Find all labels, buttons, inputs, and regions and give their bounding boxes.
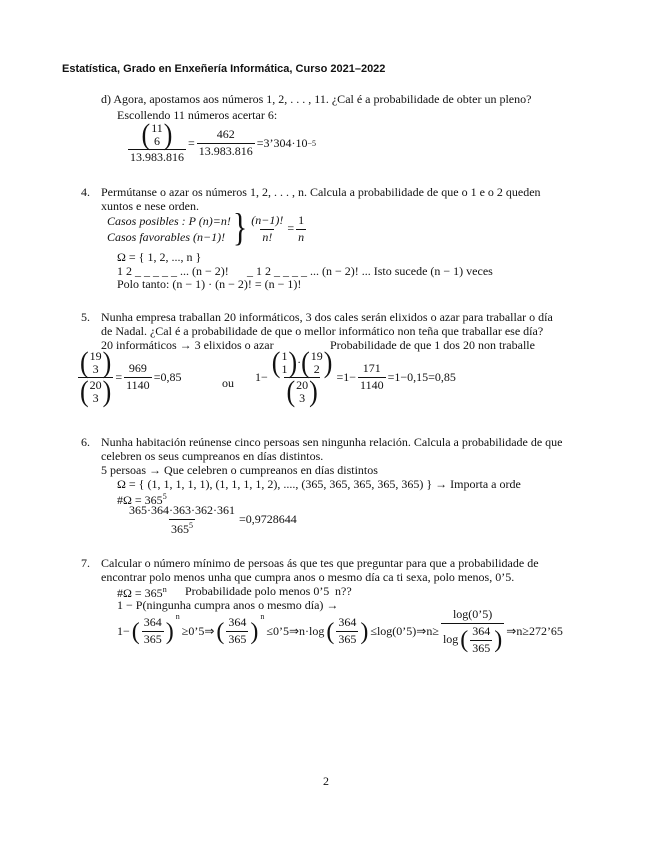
q7-n-question: n?? <box>335 584 352 598</box>
q6-number: 6. <box>81 435 90 449</box>
page-header: Estatística, Grado en Enxeñería Informática, Curso 2021–2022 <box>62 63 386 75</box>
q5-text-2: de Nadal. ¿Cal é a probabilidade de que o mellor informático non teña que traballar ese día? <box>101 324 544 338</box>
q6-line-3: 5 persoas → Que celebren o cumpreanos en días distintos <box>101 463 378 477</box>
q3d-text: d) Agora, apostamos aos números 1, 2, . . . , 11. ¿Cal é a probabilidade de obter un pleno? <box>101 92 532 106</box>
q5-line-3b: Probabilidade de que 1 dos 20 non traballe <box>330 338 535 352</box>
q4-line-1b: _ 1 2 _ _ _ _ ... (n − 2)! ... Isto sucede (n − 1) veces <box>247 264 493 278</box>
q3d-formula: ( 11 6 ) 13.983.816 = $\frac{462}{13.983.816}$ =3’304·10 −5 <box>130 117 317 164</box>
q5-formula-2: 1− ( 1 1 ) · ( 19 2 ) ( 20 3 ) =1− $\frac{171}{1140}$ =1−0,15=0,85 <box>255 345 456 409</box>
q4-line-1a: 1 2 _ _ _ _ _ ... (n − 2)! <box>117 264 229 278</box>
q4-polo: Polo tanto: (n − 1) · (n − 2)! = (n − 1)! <box>117 277 302 291</box>
q5-ou: ou <box>222 376 234 390</box>
q7-card: #Ω = $365^n$ <box>117 585 167 600</box>
q7-formula: 1− ( $\frac{364}{365}$ ) $^n$ ≥0’5⇒ ( $\frac{364}{365}$ ) $^n$ ≤0’5⇒n·log ( $\frac{364}{365}$ ) ≤log(0’5)⇒n≥ log(0’5) log ( $\frac{364}{365}$ ) ⇒n≥272’65 <box>117 607 563 655</box>
q4-result: $\frac{1}{n}$ <box>298 212 305 244</box>
q6-text-1: Nunha habitación reúnense cinco persoas sen ningunha relación. Calcula a probabilidade de que <box>101 435 563 449</box>
q4-number: 4. <box>81 185 90 199</box>
q5-number: 5. <box>81 310 90 324</box>
q5-text-1: Nunha empresa traballan 20 informáticos, 3 dos cales serán elixidos o azar para traballar o día <box>101 310 553 324</box>
q3d-binomial: ( 11 6 ) <box>141 117 173 152</box>
q6-text-2: celebren os seus cumpreanos en días distintos. <box>101 449 324 463</box>
q6-omega: Ω = { (1, 1, 1, 1, 1), (1, 1, 1, 1, 2), ...., (365, 365, 365, 365, 365) } → Importa a orde <box>117 477 521 491</box>
q6-formula: $\frac{365\cdot 364\cdot 363\cdot 362\cdot 361}{365^5}$ =0,9728644 <box>129 503 297 536</box>
q4-text-2: xuntos e nese orden. <box>101 199 199 213</box>
q7-log-fraction: log(0’5) log ( $\frac{364}{365}$ ) <box>442 607 503 655</box>
q7-text-1: Calcular o número mínimo de persoas ás que tes que preguntar para que a probabilidade de <box>101 556 539 570</box>
q4-text-1: Permútanse o azar os números 1, 2, . . . , n. Calcula a probabilidade de que o 1 e o 2 queden <box>101 185 541 199</box>
page-number: 2 <box>323 774 329 788</box>
q4-formula: Casos posibles : P (n)=n! Casos favorables (n−1)! } $\frac{(n-1)!}{n!}$ = $\frac{1}{n}$ <box>107 207 305 250</box>
q3d-fraction-1: ( 11 6 ) 13.983.816 <box>130 117 184 164</box>
q7-prob: Probabilidade polo menos 0’5 <box>185 584 330 598</box>
q4-fraction: $\frac{(n-1)!}{n!}$ <box>251 212 284 244</box>
q5-line-3a: 20 informáticos → 3 elixidos o azar <box>101 338 274 352</box>
q7-number: 7. <box>81 556 90 570</box>
q5-binomial-fraction: ( 19 3 ) ( 20 3 ) <box>80 345 112 409</box>
q7-text-2: encontrar polo menos unha que cumpra anos o mesmo día ca ti sexa, polo menos, 0’5. <box>101 570 515 584</box>
q5-formula-1: ( 19 3 ) ( 20 3 ) = $\frac{969}{1140}$ =0,85 <box>80 345 182 409</box>
q3d-fraction-2: $\frac{462}{13.983.816}$ <box>198 127 253 158</box>
q3d-sub: Escollendo 11 números acertar 6: <box>117 108 278 122</box>
q7-line-4: 1 − P(ningunha cumpra anos o mesmo día) → <box>117 598 339 612</box>
q6-card: #Ω = $365^5$ <box>117 492 167 507</box>
q4-omega: Ω = { 1, 2, ..., n } <box>117 250 202 264</box>
